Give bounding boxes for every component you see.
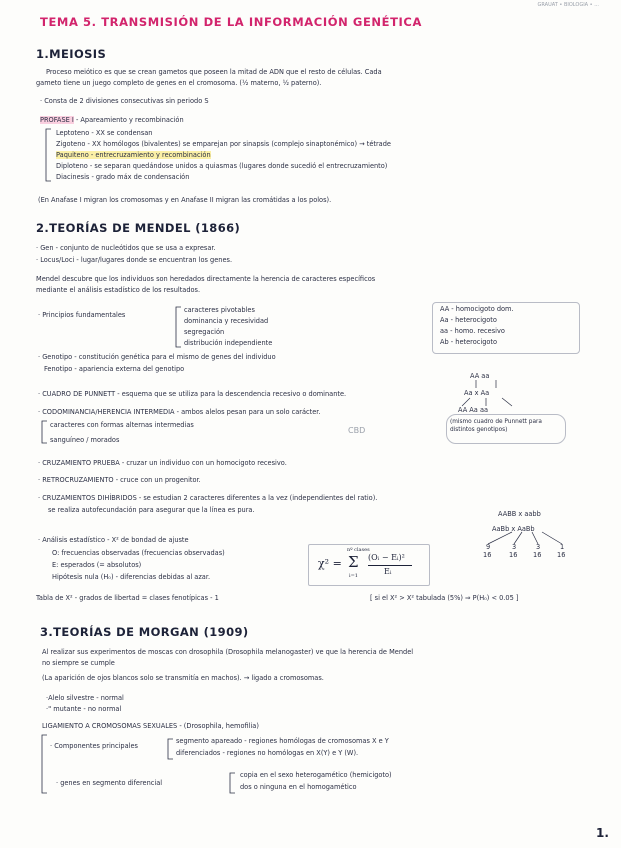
formula-fraction-bar [368,565,412,566]
codominancia-bracket [40,420,48,444]
analisis-hipotesis: Hipótesis nula (H₀) - diferencias debidas al azar. [52,573,211,581]
cruzamiento-prueba: · CRUZAMIENTO PRUEBA - cruzar un individuo con un homocigoto recesivo. [38,459,287,467]
section-meiosis-heading: 1.MEIOSIS [36,47,107,61]
diploteno: Diploteno - se separan quedándose unidos a quiasmas (lugares donde sucedió el entrecruzamiento) [56,162,388,170]
fenotipo-definition: Fenotipo - apariencia externa del genotipo [44,365,185,373]
meiosis-paragraph-1b: gameto tiene un juego completo de genes en el cromosoma. (½ materno, ½ paterno). [36,79,322,87]
formula-numerator: (Oᵢ − Eᵢ)² [368,553,405,562]
meiosis-paragraph-1a: Proceso meiótico es que se crean gametos que poseen la mitad de ADN que el resto de células. Cada [46,68,382,76]
mendel-intro-a: Mendel descubre que los individuos son heredados directamente la herencia de caracteres específicos [36,275,376,283]
genotype-aa-dom: AA - homocigoto dom. [440,305,514,313]
ligamiento-heading: LIGAMIENTO A CROMOSOMAS SEXUALES - (Drosophila, hemofilia) [42,722,259,730]
codominancia: · CODOMINANCIA/HERENCIA INTERMEDIA - ambos alelos pesan para un solo carácter. [38,408,321,416]
dihibrid-parents: AABB x aabb [498,510,541,518]
dihibrid-f1: AaBb x AaBb [492,525,535,533]
cross-f1: Aa x Aa [464,389,490,397]
dihibrid-lines [482,532,572,546]
formula-sigma-bottom: i=1 [349,573,358,579]
ratio-3b: 3 [536,543,541,551]
alelo-mutante: ·" mutante - no normal [46,705,122,713]
mendel-intro-b: mediante el análisis estadístico de los resultados. [36,286,201,294]
page-number: 1. [596,826,609,840]
principio-2: dominancia y recesividad [184,317,269,325]
meiosis-anafase-note: (En Anafase I migran los cromosomas y en Anafase II migran las cromátidas a los polos). [38,196,332,204]
analisis-observados: O: frecuencias observadas (frecuencias observadas) [52,549,225,557]
principio-3: segregación [184,328,225,336]
ratio-denominator-2: 16 [509,551,518,559]
cruzamientos-dihibridos-b: se realiza autofecundación para asegurar que la línea es pura. [48,506,255,514]
profase-bracket [44,128,52,182]
meiosis-paragraph-2: · Consta de 2 divisiones consecutivas sin periodo S [40,97,209,105]
section-mendel-heading: 2.TEORÍAS DE MENDEL (1866) [36,221,241,235]
ratio-denominator-4: 16 [557,551,566,559]
diacinesis: Diacinesis - grado máx de condensación [56,173,190,181]
analisis-estadistico: · Análisis estadístico - X² de bondad de ajuste [38,536,189,544]
genes-segmento-diferencial: · genes en segmento diferencial [56,779,163,787]
ratio-9: 9 [486,543,491,551]
formula-sigma: Σ [348,553,359,571]
locus-definition: · Locus/Loci - lugar/lugares donde se encuentran los genes. [36,256,233,264]
page-header: GRAUAT • BIOLOGIA • ... [537,2,599,8]
section-morgan-heading: 3.TEORÍAS DE MORGAN (1909) [40,625,249,639]
gen-definition: · Gen - conjunto de nucleótidos que se usa a expresar. [36,244,216,252]
profase-description: - Apareamiento y recombinación [73,116,184,124]
formula-sigma-top: nº clases [347,547,370,553]
codominancia-sub1: caracteres con formas alternas intermedias [50,421,194,429]
formula-denominator: Eᵢ [384,567,392,576]
codominancia-sub2: sanguíneo / morados [50,436,120,444]
segmento-apareado: segmento apareado - regiones homólogas de cromosomas X e Y [176,737,389,745]
zigoteno: Zigoteno - XX homólogos (bivalentes) se emparejan por sinapsis (complejo sinaptonémico) → tétrade [56,140,391,148]
morgan-paragraph-1a: Al realizar sus experimentos de moscas con drosophila (Drosophila melanogaster) ve que la herencia de Mendel [42,648,414,656]
ratio-denominator-1: 16 [483,551,492,559]
alelo-silvestre: ·Alelo silvestre - normal [46,694,124,702]
genes-hemicigoto: copia en el sexo heterogamético (hemicigoto) [240,771,392,779]
genes-bracket [228,772,236,794]
principios-label: · Principios fundamentales [38,311,126,319]
paquiteno: Paquiteno - entrecruzamiento y recombinación [56,151,211,159]
document-title: TEMA 5. TRANSMISIÓN DE LA INFORMACIÓN GENÉTICA [40,15,422,29]
genotype-aa-rec: aa - homo. recesivo [440,327,505,335]
analisis-esperados: E: esperados (= absolutos) [52,561,142,569]
segmento-diferenciado: diferenciados - regiones no homólogas en X(Y) e Y (W). [176,749,359,757]
ratio-3a: 3 [512,543,517,551]
punnett-note: (mismo cuadro de Punnett para distintos genotipos) [450,419,542,433]
punnett-definition: · CUADRO DE PUNNETT - esquema que se utiliza para la descendencia recesivo o dominante. [38,390,347,398]
tabla-chi: Tabla de X² - grados de libertad = clases fenotípicas - 1 [36,594,219,602]
morgan-paragraph-1b: no siempre se cumple [42,659,115,667]
ratio-1: 1 [560,543,565,551]
principios-bracket [174,306,182,348]
genotipo-definition: · Genotipo - constitución genética para el mismo de genes del individuo [38,353,276,361]
paquiteno-line [56,151,211,160]
principio-1: caracteres pivotables [184,306,255,314]
componentes-bracket [166,738,174,760]
componentes-principales: · Componentes principales [50,742,138,750]
ratio-denominator-3: 16 [533,551,542,559]
cross-parents: AA aa [470,372,490,380]
genotype-heterocigoto: Aa - heterocigoto [440,316,497,324]
retrocruzamiento: · RETROCRUZAMIENTO - cruce con un progenitor. [38,476,201,484]
genes-homogametico: dos o ninguna en el homogamético [240,783,357,791]
morgan-paragraph-2: (La aparición de ojos blancos solo se transmitía en machos). → ligado a cromosomas. [42,674,324,682]
cross-f2: AA Aa aa [458,406,489,414]
ligamiento-bracket [40,734,48,794]
genotype-ab: Ab - heterocigoto [440,338,498,346]
cruzamientos-dihibridos: · CRUZAMIENTOS DIHÍBRIDOS - se estudian 2 caracteres diferentes a la vez (independientes del ratio). [38,494,378,502]
formula-lhs: χ² = [318,557,342,570]
leptoteno: Leptoteno - XX se condensan [56,129,153,137]
tabla-chi-condicion: [ si el X² > X² tabulada (5%) ⇒ P(H₀) < 0.05 ] [370,594,519,602]
principio-4: distribución independiente [184,339,273,347]
cross-lines [456,380,526,408]
profase-label: PROFASE I [40,116,74,124]
pencil-stamp: CBD [348,426,366,435]
profase-line [40,116,184,125]
